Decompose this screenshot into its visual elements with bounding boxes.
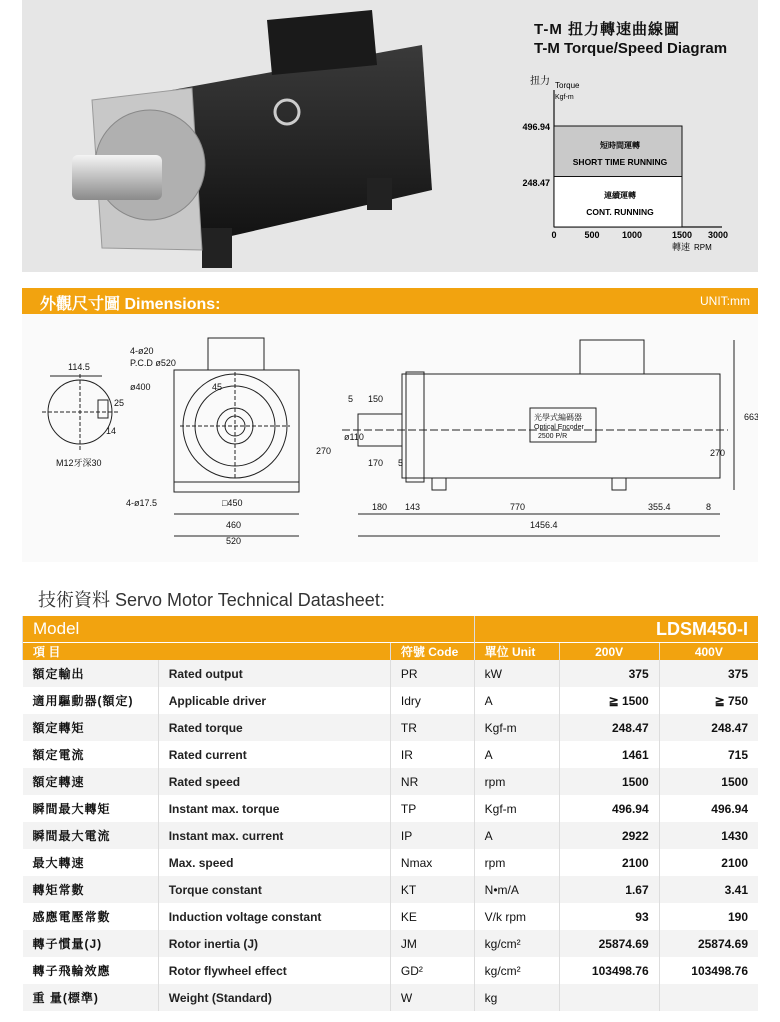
header-row bbox=[23, 643, 759, 661]
dim-label: 114.5 bbox=[68, 362, 90, 372]
dim-label: 25 bbox=[114, 398, 125, 408]
table-row bbox=[23, 660, 759, 687]
encoder-label-en: Optical Encoder bbox=[534, 424, 584, 431]
cell-cn: 額定轉速 bbox=[23, 768, 159, 795]
dim-label: 4-ø20 bbox=[130, 346, 154, 356]
dim-label: 520 bbox=[226, 536, 242, 546]
cell-unit: kW bbox=[474, 660, 559, 687]
cell-code: JM bbox=[390, 930, 474, 957]
unit-header: 單位 Unit bbox=[474, 643, 559, 661]
cell-v400: 1430 bbox=[659, 822, 758, 849]
cell-cn: 轉子飛輪效應 bbox=[32, 964, 111, 978]
cell-en: Weight (Standard) bbox=[158, 984, 390, 1011]
dim-label: 770 bbox=[510, 502, 526, 512]
dim-label: □450 bbox=[222, 498, 243, 508]
cell-v200: 1461 bbox=[559, 741, 659, 768]
cell-code: IP bbox=[390, 822, 474, 849]
cell-cn: 重 量(標準) bbox=[23, 984, 159, 1011]
cell-unit: rpm bbox=[474, 849, 559, 876]
datasheet-title-en: Servo Motor Technical Datasheet: bbox=[115, 590, 385, 610]
cell-v200: 1.67 bbox=[559, 876, 659, 903]
cell-en: Rated current bbox=[158, 741, 390, 768]
cell-code: KT bbox=[390, 876, 474, 903]
cell-v200: 1500 bbox=[559, 768, 659, 795]
cell-unit: N•m/A bbox=[474, 876, 559, 903]
tm-chart bbox=[492, 72, 732, 262]
cell-code: TP bbox=[390, 795, 474, 822]
cell-en: Instant max. current bbox=[158, 822, 390, 849]
dimension-drawings bbox=[22, 314, 758, 562]
cell-v400: 190 bbox=[659, 903, 758, 930]
table-row bbox=[23, 984, 759, 1011]
dim-label: 180 bbox=[372, 502, 388, 512]
x-tick-label: 1000 bbox=[621, 230, 643, 240]
cell-en: Rated output bbox=[158, 660, 390, 687]
tm-title-cn: T-M 扭力轉速曲線圖 bbox=[534, 21, 680, 38]
cell-v200: 375 bbox=[559, 660, 659, 687]
v400-header: 400V bbox=[659, 643, 758, 661]
cell-v200: 103498.76 bbox=[559, 957, 659, 984]
table-row bbox=[23, 714, 759, 741]
cell-cn: 額定電流 bbox=[32, 748, 85, 762]
x-axis-label-cn: 轉速 bbox=[671, 242, 690, 252]
cell-v200: 93 bbox=[559, 903, 659, 930]
cell-v400: 2100 bbox=[659, 849, 758, 876]
cell-unit: kg/cm² bbox=[474, 930, 559, 957]
x-tick-label: 3000 bbox=[707, 230, 728, 240]
cell-v400 bbox=[659, 984, 758, 1011]
dim-label: ø400 bbox=[130, 382, 151, 392]
cell-cn: 瞬間最大電流 bbox=[23, 822, 159, 849]
cell-code: IR bbox=[390, 741, 474, 768]
cell-cn: 適用驅動器(額定) bbox=[32, 694, 134, 708]
short-label-en: SHORT TIME RUNNING bbox=[572, 157, 668, 167]
cell-code: PR bbox=[390, 660, 474, 687]
encoder-label-cn: 光學式編碼器 bbox=[534, 413, 582, 422]
y-axis-label-cn: 扭力 bbox=[530, 76, 550, 87]
cell-code: W bbox=[390, 984, 474, 1011]
cell-unit: Kgf-m bbox=[474, 795, 559, 822]
cell-unit: kg bbox=[474, 984, 559, 1011]
cell-en: Torque constant bbox=[158, 876, 390, 903]
cell-unit: A bbox=[474, 822, 559, 849]
dimensions-title: 外觀尺寸圖 Dimensions: bbox=[40, 296, 221, 313]
dim-label: 143 bbox=[405, 502, 421, 512]
dim-label: 170 bbox=[368, 458, 384, 468]
cell-v200 bbox=[559, 984, 659, 1011]
table-row bbox=[23, 930, 759, 957]
cell-cn: 額定轉矩 bbox=[23, 714, 159, 741]
cell-v400: 25874.69 bbox=[659, 930, 758, 957]
dim-label: 45 bbox=[212, 382, 223, 392]
dim-label: M12牙深30 bbox=[56, 458, 102, 468]
cell-cn: 額定輸出 bbox=[23, 660, 159, 687]
dim-label: 270 bbox=[316, 446, 332, 456]
y-axis-unit: Kgf-m bbox=[555, 94, 574, 101]
cell-cn: 轉矩常數 bbox=[23, 876, 159, 903]
dim-label: 4-ø17.5 bbox=[126, 498, 158, 508]
cell-en: Instant max. torque bbox=[158, 795, 390, 822]
table-row bbox=[23, 741, 759, 768]
cell-v400: 3.41 bbox=[659, 876, 758, 903]
v200-header: 200V bbox=[559, 643, 659, 661]
cell-en: Rated torque bbox=[158, 714, 390, 741]
cell-en: Rotor inertia (J) bbox=[158, 930, 390, 957]
cell-unit: A bbox=[474, 741, 559, 768]
cell-cn: 轉子慣量(J) bbox=[23, 930, 159, 957]
table-row bbox=[23, 957, 759, 984]
cell-code: NR bbox=[390, 768, 474, 795]
cell-unit: V/k rpm bbox=[474, 903, 559, 930]
x-axis-unit: RPM bbox=[694, 243, 712, 252]
cell-en: Rated speed bbox=[158, 768, 390, 795]
cell-v400: 103498.76 bbox=[659, 957, 758, 984]
cell-v400: ≧ 750 bbox=[659, 687, 758, 714]
product-banner bbox=[22, 0, 758, 272]
table-row bbox=[23, 903, 759, 930]
cell-v200: ≧ 1500 bbox=[559, 687, 659, 714]
cell-unit: Kgf-m bbox=[474, 714, 559, 741]
dim-label: 270 bbox=[710, 448, 726, 458]
y-tick-label: 496.94 bbox=[522, 122, 550, 132]
dim-label: 460 bbox=[226, 520, 242, 530]
cell-v400: 1500 bbox=[659, 768, 758, 795]
area-continuous bbox=[554, 177, 682, 228]
dim-label: 150 bbox=[368, 394, 384, 404]
cell-code: Nmax bbox=[390, 849, 474, 876]
dim-label: ø110 bbox=[344, 432, 364, 442]
dim-label: 663 bbox=[744, 412, 758, 422]
x-tick-label: 500 bbox=[584, 230, 600, 240]
table-row bbox=[23, 849, 759, 876]
cell-v200: 2922 bbox=[559, 822, 659, 849]
table-row bbox=[23, 822, 759, 849]
model-value: LDSM450-I bbox=[474, 616, 758, 643]
cell-en: Max. speed bbox=[158, 849, 390, 876]
cell-cn: 感應電壓常數 bbox=[32, 910, 111, 924]
cell-code: KE bbox=[390, 903, 474, 930]
cell-unit: A bbox=[474, 687, 559, 714]
cell-v400: 375 bbox=[659, 660, 758, 687]
cell-cn: 瞬間最大轉矩 bbox=[32, 802, 111, 816]
datasheet-table bbox=[22, 616, 758, 1011]
datasheet-title bbox=[38, 586, 385, 612]
cell-code: TR bbox=[390, 714, 474, 741]
dim-label: 8 bbox=[706, 502, 712, 512]
dimensions-header bbox=[22, 288, 758, 314]
item-header: 項 目 bbox=[23, 643, 391, 661]
cell-en: Induction voltage constant bbox=[158, 903, 390, 930]
cell-v400: 496.94 bbox=[659, 795, 758, 822]
cell-v400: 715 bbox=[659, 741, 758, 768]
dim-label: 1456.4 bbox=[530, 520, 558, 530]
datasheet-title-cn: 技術資料 bbox=[38, 590, 110, 610]
y-tick-label: 248.47 bbox=[522, 178, 550, 188]
table-row bbox=[23, 768, 759, 795]
cell-unit: kg/cm² bbox=[474, 957, 559, 984]
tm-title-en: T-M Torque/Speed Diagram bbox=[534, 40, 728, 57]
short-label-cn: 短時間運轉 bbox=[600, 141, 640, 150]
cell-code: GD² bbox=[390, 957, 474, 984]
x-tick-label: 0 bbox=[551, 230, 557, 240]
cont-label-en: CONT. RUNNING bbox=[586, 207, 654, 217]
code-header: 符號 Code bbox=[390, 643, 474, 661]
dim-label: P.C.D ø520 bbox=[130, 358, 176, 368]
dim-label: 355.4 bbox=[648, 502, 671, 512]
unit-label: UNIT:mm bbox=[700, 294, 750, 308]
cell-en: Applicable driver bbox=[158, 687, 390, 714]
dimension-drawing-svg bbox=[22, 314, 758, 562]
cell-code: Idry bbox=[390, 687, 474, 714]
table-row bbox=[23, 795, 759, 822]
cell-en: Rotor flywheel effect bbox=[158, 957, 390, 984]
cell-unit: rpm bbox=[474, 768, 559, 795]
table-row bbox=[23, 687, 759, 714]
dim-label: 5 bbox=[398, 458, 404, 468]
area-short-time bbox=[554, 126, 682, 177]
dim-label: 5 bbox=[348, 394, 354, 404]
table-row bbox=[23, 876, 759, 903]
y-axis-label-en: Torque bbox=[555, 81, 580, 90]
cell-cn: 最大轉速 bbox=[32, 856, 85, 870]
model-label: Model bbox=[23, 616, 475, 643]
x-tick-label: 1500 bbox=[671, 230, 693, 240]
cell-v200: 2100 bbox=[559, 849, 659, 876]
model-row bbox=[23, 616, 759, 643]
cell-v200: 248.47 bbox=[559, 714, 659, 741]
dim-label: 14 bbox=[106, 426, 117, 436]
cell-v200: 25874.69 bbox=[559, 930, 659, 957]
cell-v400: 248.47 bbox=[659, 714, 758, 741]
cell-v200: 496.94 bbox=[559, 795, 659, 822]
cont-label-cn: 連續運轉 bbox=[604, 191, 636, 200]
encoder-label-ppr: 2500 P/R bbox=[538, 433, 568, 440]
motor-photo bbox=[22, 0, 492, 272]
